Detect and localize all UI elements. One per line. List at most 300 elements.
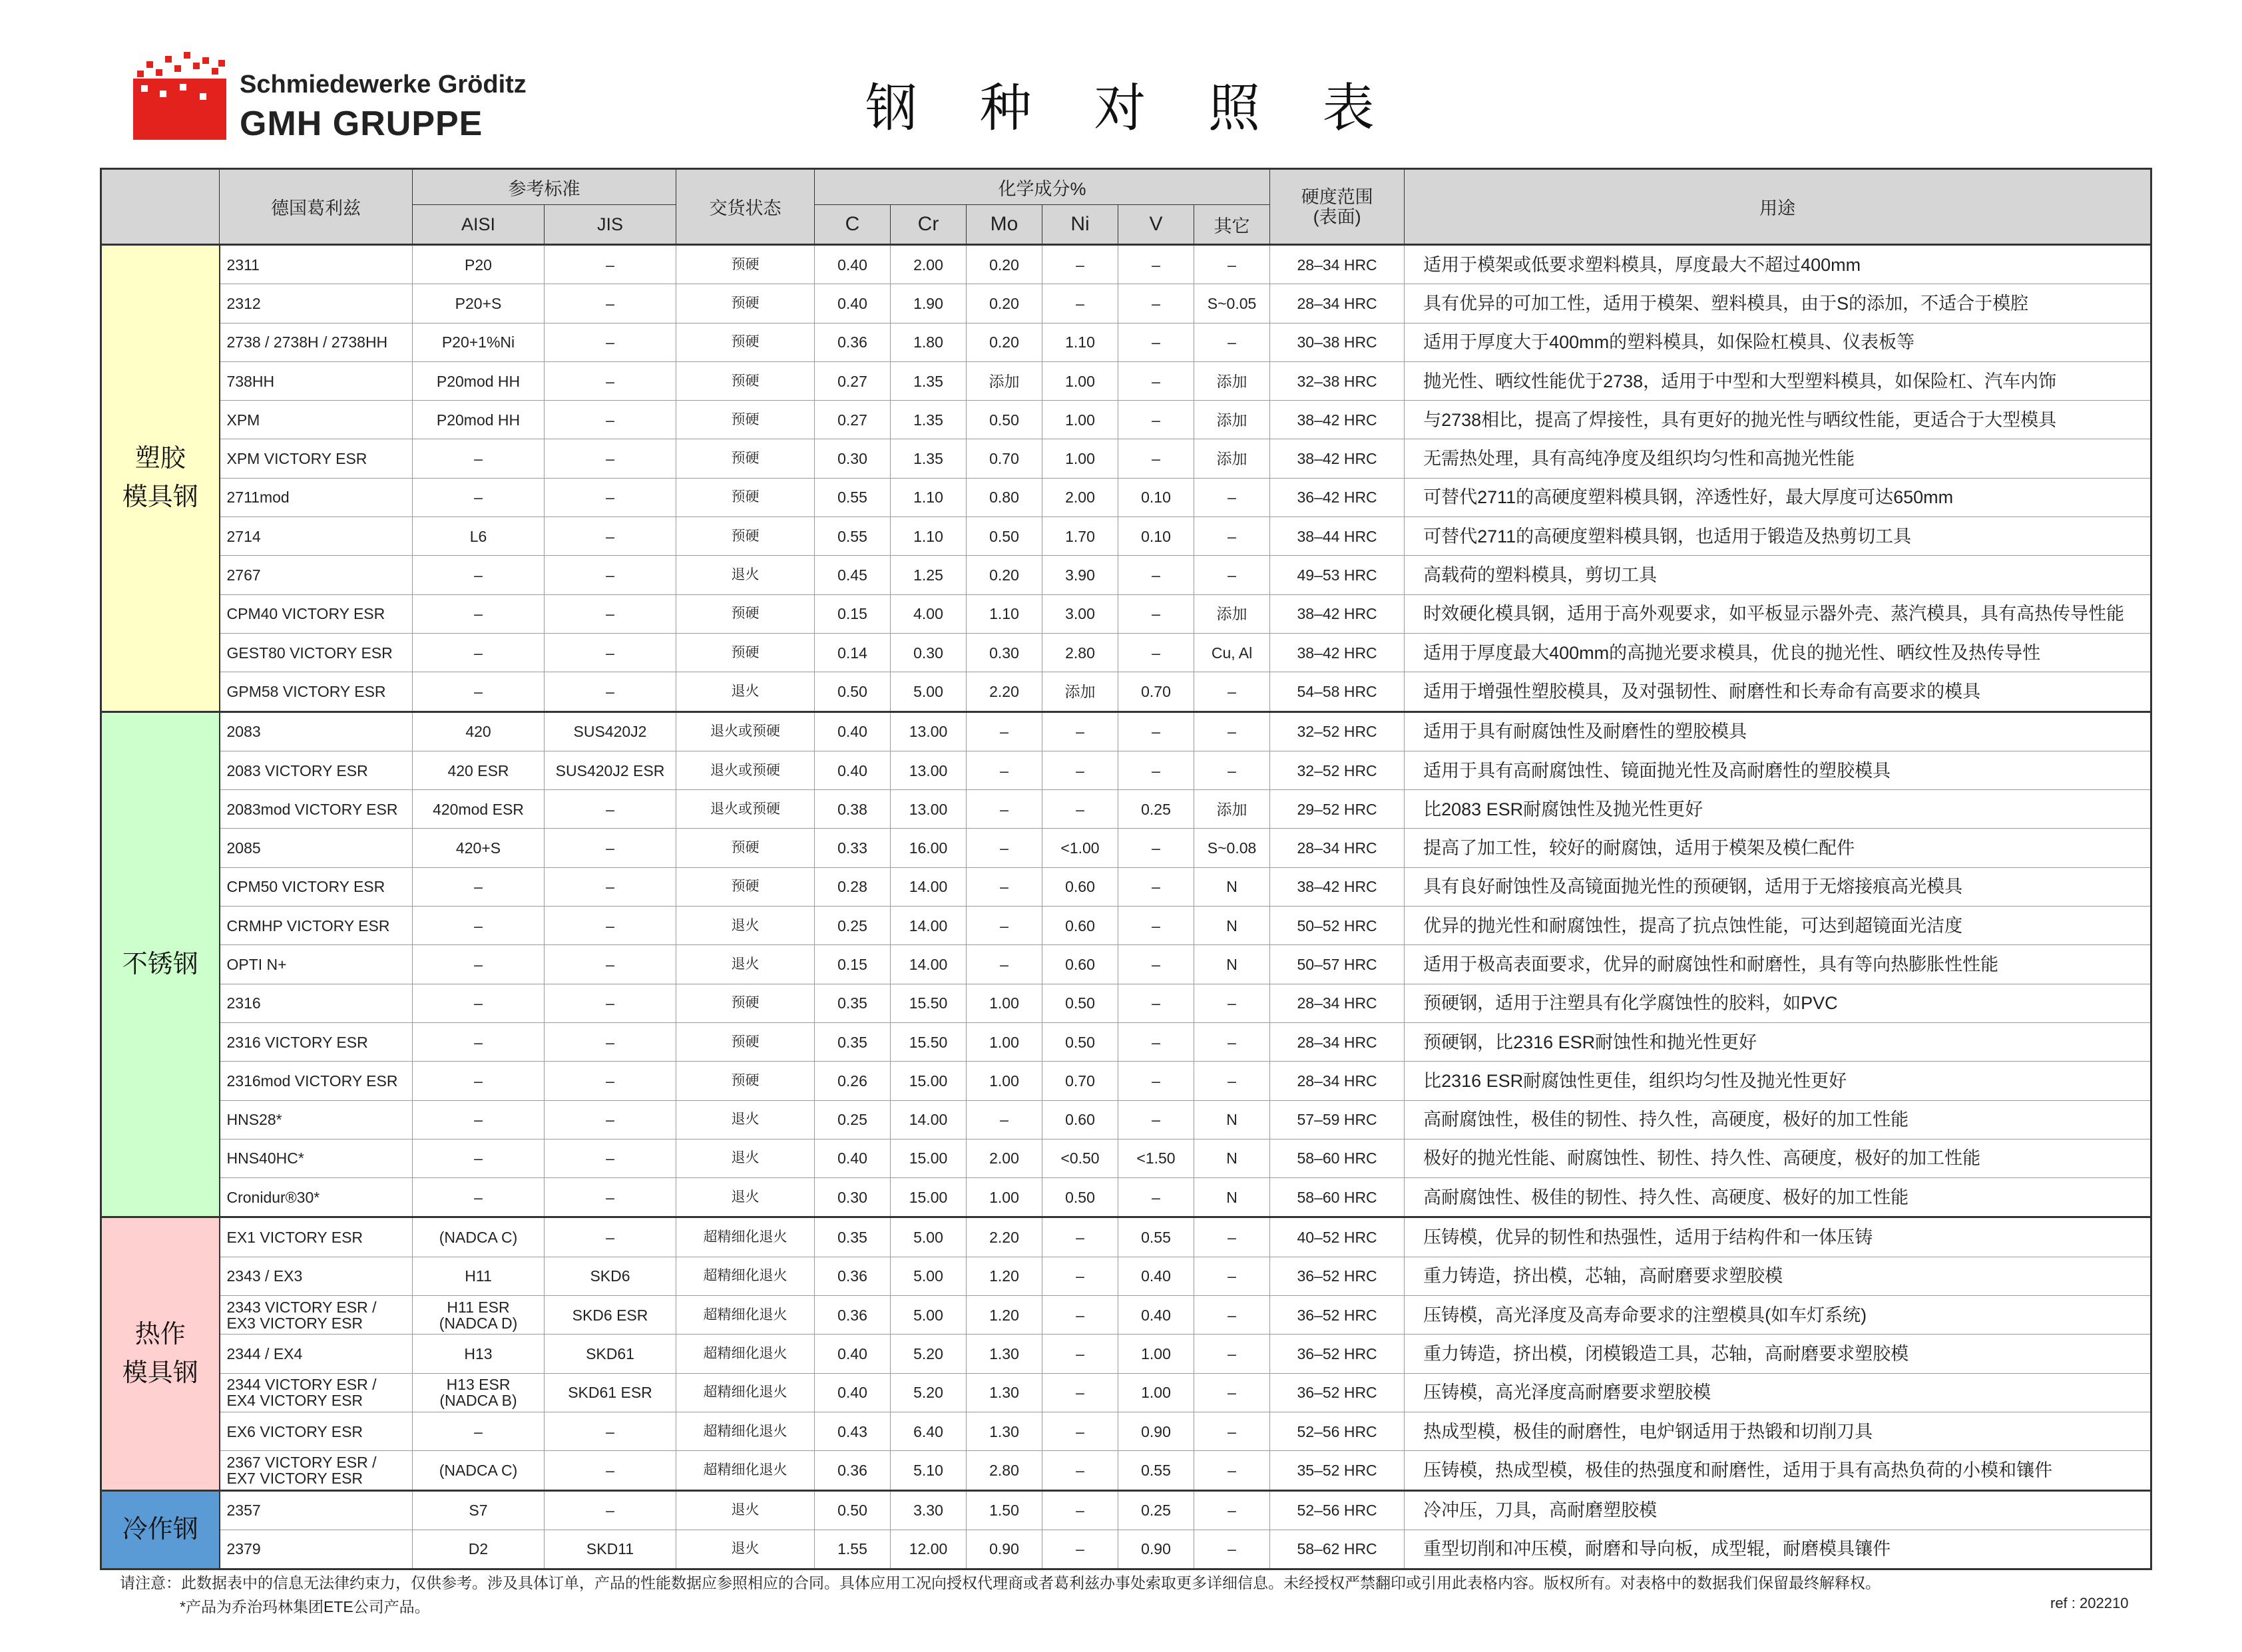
c-cell: 0.40 [815, 1373, 891, 1412]
delivery-cell: 超精细化退火 [676, 1335, 815, 1373]
header-mo: Mo [967, 205, 1042, 245]
hardness-cell: 38–42 HRC [1270, 401, 1405, 439]
cr-cell: 13.00 [891, 790, 967, 829]
hardness-cell: 54–58 HRC [1270, 672, 1405, 712]
mo-cell: 0.20 [967, 284, 1042, 323]
usage-cell: 热成型模，极佳的耐磨性，电炉钢适用于热锻和切削刀具 [1405, 1412, 2151, 1450]
jis-cell: SKD61 [545, 1335, 676, 1373]
c-cell: 0.40 [815, 751, 891, 789]
v-cell: 1.00 [1118, 1335, 1194, 1373]
header-hardness: 硬度范围 (表面) [1270, 169, 1405, 245]
mo-cell: 2.20 [967, 1217, 1042, 1257]
ni-cell: 0.60 [1042, 945, 1118, 984]
v-cell: – [1118, 829, 1194, 867]
grade-cell: HNS40HC* [220, 1139, 413, 1177]
other-cell: – [1194, 1296, 1270, 1335]
category-cell: 不锈钢 [101, 712, 220, 1217]
ni-cell: – [1042, 1217, 1118, 1257]
other-cell: – [1194, 672, 1270, 712]
grade-cell: OPTI N+ [220, 945, 413, 984]
usage-cell: 压铸模，高光泽度高耐磨要求塑胶模 [1405, 1373, 2151, 1412]
c-cell: 0.27 [815, 361, 891, 400]
jis-cell: SKD61 ESR [545, 1373, 676, 1412]
hardness-cell: 38–42 HRC [1270, 867, 1405, 906]
grade-cell: EX1 VICTORY ESR [220, 1217, 413, 1257]
v-cell: 0.70 [1118, 672, 1194, 712]
v-cell: 0.10 [1118, 478, 1194, 516]
c-cell: 0.15 [815, 594, 891, 633]
ni-cell: – [1042, 284, 1118, 323]
table-row [101, 751, 2151, 789]
jis-cell: – [545, 556, 676, 594]
c-cell: 0.33 [815, 829, 891, 867]
grade-cell: XPM VICTORY ESR [220, 439, 413, 478]
v-cell: 0.90 [1118, 1530, 1194, 1569]
v-cell: 1.00 [1118, 1373, 1194, 1412]
grade-cell: 2738 / 2738H / 2738HH [220, 323, 413, 361]
other-cell: – [1194, 1490, 1270, 1530]
header-ref-std: 参考标准 [413, 169, 676, 205]
ni-cell: – [1042, 751, 1118, 789]
header-chem: 化学成分% [815, 169, 1270, 205]
hardness-cell: 38–42 HRC [1270, 439, 1405, 478]
other-cell: – [1194, 1451, 1270, 1490]
jis-cell: – [545, 517, 676, 556]
table-row [101, 1451, 2151, 1490]
hardness-cell: 28–34 HRC [1270, 1022, 1405, 1061]
ni-cell: <0.50 [1042, 1139, 1118, 1177]
header-cr: Cr [891, 205, 967, 245]
usage-cell: 极好的抛光性能、耐腐蚀性、韧性、持久性、高硬度，极好的加工性能 [1405, 1139, 2151, 1177]
v-cell: 0.40 [1118, 1296, 1194, 1335]
table-row [101, 401, 2151, 439]
ni-cell: 3.90 [1042, 556, 1118, 594]
hardness-cell: 32–52 HRC [1270, 751, 1405, 789]
hardness-cell: 36–52 HRC [1270, 1373, 1405, 1412]
mo-cell: 2.00 [967, 1139, 1042, 1177]
grade-cell: CPM50 VICTORY ESR [220, 867, 413, 906]
jis-cell: – [545, 439, 676, 478]
v-cell: – [1118, 245, 1194, 284]
delivery-cell: 退火 [676, 1100, 815, 1139]
aisi-cell: P20+1%Ni [413, 323, 545, 361]
jis-cell: – [545, 1451, 676, 1490]
jis-cell: SKD11 [545, 1530, 676, 1569]
ni-cell: 0.60 [1042, 867, 1118, 906]
category-cell: 热作 模具钢 [101, 1217, 220, 1490]
cr-cell: 5.20 [891, 1373, 967, 1412]
other-cell: – [1194, 1335, 1270, 1373]
v-cell: – [1118, 712, 1194, 751]
jis-cell: – [545, 478, 676, 516]
company-logo [133, 52, 559, 145]
c-cell: 0.26 [815, 1062, 891, 1100]
usage-cell: 具有良好耐蚀性及高镜面抛光性的预硬钢，适用于无熔接痕高光模具 [1405, 867, 2151, 906]
delivery-cell: 退火 [676, 672, 815, 712]
grade-cell: Cronidur®30* [220, 1178, 413, 1217]
mo-cell: 0.70 [967, 439, 1042, 478]
table-body [101, 245, 2151, 1569]
usage-cell: 适用于厚度最大400mm的高抛光要求模具，优良的抛光性、晒纹性及热传导性 [1405, 633, 2151, 672]
other-cell: – [1194, 245, 1270, 284]
grade-cell: GPM58 VICTORY ESR [220, 672, 413, 712]
v-cell: – [1118, 439, 1194, 478]
grade-cell: CPM40 VICTORY ESR [220, 594, 413, 633]
usage-cell: 比2316 ESR耐腐蚀性更佳，组织均匀性及抛光性更好 [1405, 1062, 2151, 1100]
cr-cell: 15.50 [891, 984, 967, 1022]
mo-cell: 2.20 [967, 672, 1042, 712]
other-cell: Cu, Al [1194, 633, 1270, 672]
cr-cell: 13.00 [891, 712, 967, 751]
cr-cell: 16.00 [891, 829, 967, 867]
ni-cell: – [1042, 1490, 1118, 1530]
v-cell: – [1118, 556, 1194, 594]
mo-cell: – [967, 945, 1042, 984]
steel-comparison-table [100, 168, 2152, 1570]
other-cell: – [1194, 323, 1270, 361]
cr-cell: 14.00 [891, 867, 967, 906]
usage-cell: 适用于模架或低要求塑料模具，厚度最大不超过400mm [1405, 245, 2151, 284]
other-cell: – [1194, 1373, 1270, 1412]
usage-cell: 重力铸造，挤出模，闭模锻造工具，芯轴，高耐磨要求塑胶模 [1405, 1335, 2151, 1373]
header-c: C [815, 205, 891, 245]
c-cell: 0.15 [815, 945, 891, 984]
c-cell: 0.43 [815, 1412, 891, 1450]
aisi-cell: P20mod HH [413, 401, 545, 439]
delivery-cell: 退火 [676, 1139, 815, 1177]
delivery-cell: 超精细化退火 [676, 1296, 815, 1335]
grade-cell: GEST80 VICTORY ESR [220, 633, 413, 672]
v-cell: <1.50 [1118, 1139, 1194, 1177]
jis-cell: – [545, 284, 676, 323]
delivery-cell: 预硬 [676, 984, 815, 1022]
mo-cell: 0.20 [967, 245, 1042, 284]
usage-cell: 与2738相比，提高了焊接性，具有更好的抛光性与晒纹性能，更适合于大型模具 [1405, 401, 2151, 439]
v-cell: 0.55 [1118, 1451, 1194, 1490]
mo-cell: 0.30 [967, 633, 1042, 672]
mo-cell: 1.10 [967, 594, 1042, 633]
ni-cell: 1.00 [1042, 361, 1118, 400]
cr-cell: 0.30 [891, 633, 967, 672]
grade-cell: 2083 VICTORY ESR [220, 751, 413, 789]
jis-cell: – [545, 1412, 676, 1450]
grade-cell: 2714 [220, 517, 413, 556]
jis-cell: SKD6 [545, 1257, 676, 1295]
cr-cell: 15.00 [891, 1139, 967, 1177]
usage-cell: 适用于具有高耐腐蚀性、镜面抛光性及高耐磨性的塑胶模具 [1405, 751, 2151, 789]
ni-cell: – [1042, 1451, 1118, 1490]
table-row [101, 1217, 2151, 1257]
grade-cell: 738HH [220, 361, 413, 400]
cr-cell: 5.00 [891, 1217, 967, 1257]
aisi-cell: H13 [413, 1335, 545, 1373]
other-cell: – [1194, 517, 1270, 556]
table-row [101, 1490, 2151, 1530]
table-row [101, 594, 2151, 633]
c-cell: 0.30 [815, 439, 891, 478]
header-jis: JIS [545, 205, 676, 245]
cr-cell: 6.40 [891, 1412, 967, 1450]
c-cell: 0.25 [815, 1100, 891, 1139]
delivery-cell: 预硬 [676, 323, 815, 361]
table-row [101, 790, 2151, 829]
hardness-cell: 28–34 HRC [1270, 1062, 1405, 1100]
jis-cell: – [545, 1490, 676, 1530]
grade-cell: 2083 [220, 712, 413, 751]
ni-cell: 1.00 [1042, 439, 1118, 478]
mo-cell: 1.00 [967, 1178, 1042, 1217]
hardness-cell: 32–52 HRC [1270, 712, 1405, 751]
table-row [101, 945, 2151, 984]
usage-cell: 重力铸造，挤出模，芯轴，高耐磨要求塑胶模 [1405, 1257, 2151, 1295]
usage-cell: 重型切削和冲压模，耐磨和导向板，成型辊，耐磨模具镶件 [1405, 1530, 2151, 1569]
aisi-cell: D2 [413, 1530, 545, 1569]
usage-cell: 可替代2711的高硬度塑料模具钢，淬透性好，最大厚度可达650mm [1405, 478, 2151, 516]
other-cell: N [1194, 1100, 1270, 1139]
other-cell: – [1194, 1062, 1270, 1100]
jis-cell: – [545, 323, 676, 361]
other-cell: 添加 [1194, 594, 1270, 633]
other-cell: N [1194, 1178, 1270, 1217]
ni-cell: 0.60 [1042, 1100, 1118, 1139]
v-cell: 0.90 [1118, 1412, 1194, 1450]
c-cell: 0.27 [815, 401, 891, 439]
brand-group: GMH GRUPPE [240, 104, 483, 143]
other-cell: N [1194, 945, 1270, 984]
grade-cell: 2711mod [220, 478, 413, 516]
hardness-cell: 52–56 HRC [1270, 1490, 1405, 1530]
aisi-cell: H11 [413, 1257, 545, 1295]
hardness-cell: 28–34 HRC [1270, 829, 1405, 867]
hardness-cell: 50–52 HRC [1270, 907, 1405, 945]
grade-cell: 2367 VICTORY ESR / EX7 VICTORY ESR [220, 1451, 413, 1490]
table-row [101, 1178, 2151, 1217]
other-cell: S~0.05 [1194, 284, 1270, 323]
table-row [101, 1022, 2151, 1061]
grade-cell: 2085 [220, 829, 413, 867]
grade-cell: 2357 [220, 1490, 413, 1530]
delivery-cell: 退火或预硬 [676, 751, 815, 789]
c-cell: 0.55 [815, 478, 891, 516]
other-cell: – [1194, 1022, 1270, 1061]
c-cell: 0.55 [815, 517, 891, 556]
delivery-cell: 预硬 [676, 829, 815, 867]
usage-cell: 压铸模，热成型模，极佳的热强度和耐磨性，适用于具有高热负荷的小模和镶件 [1405, 1451, 2151, 1490]
other-cell: – [1194, 712, 1270, 751]
table-row [101, 867, 2151, 906]
v-cell: – [1118, 361, 1194, 400]
jis-cell: – [545, 984, 676, 1022]
header-other: 其它 [1194, 205, 1270, 245]
jis-cell: – [545, 1139, 676, 1177]
jis-cell: – [545, 867, 676, 906]
ni-cell: – [1042, 1373, 1118, 1412]
ni-cell: – [1042, 790, 1118, 829]
delivery-cell: 超精细化退火 [676, 1412, 815, 1450]
table-row [101, 323, 2151, 361]
grade-cell: 2083mod VICTORY ESR [220, 790, 413, 829]
mo-cell: 0.50 [967, 401, 1042, 439]
other-cell: – [1194, 1217, 1270, 1257]
hardness-cell: 38–42 HRC [1270, 633, 1405, 672]
jis-cell: – [545, 945, 676, 984]
cr-cell: 4.00 [891, 594, 967, 633]
aisi-cell: – [413, 478, 545, 516]
hardness-cell: 32–38 HRC [1270, 361, 1405, 400]
mo-cell: 0.80 [967, 478, 1042, 516]
v-cell: – [1118, 1062, 1194, 1100]
hardness-cell: 29–52 HRC [1270, 790, 1405, 829]
other-cell: S~0.08 [1194, 829, 1270, 867]
aisi-cell: H11 ESR (NADCA D) [413, 1296, 545, 1335]
table-row [101, 245, 2151, 284]
hardness-cell: 35–52 HRC [1270, 1451, 1405, 1490]
cr-cell: 14.00 [891, 907, 967, 945]
jis-cell: – [545, 790, 676, 829]
ni-cell: – [1042, 1412, 1118, 1450]
hardness-cell: 58–62 HRC [1270, 1530, 1405, 1569]
c-cell: 0.36 [815, 1296, 891, 1335]
grade-cell: 2312 [220, 284, 413, 323]
aisi-cell: (NADCA C) [413, 1451, 545, 1490]
grade-cell: HNS28* [220, 1100, 413, 1139]
table-row [101, 1530, 2151, 1569]
grade-cell: 2344 / EX4 [220, 1335, 413, 1373]
ni-cell: 1.10 [1042, 323, 1118, 361]
delivery-cell: 预硬 [676, 1062, 815, 1100]
other-cell: 添加 [1194, 790, 1270, 829]
usage-cell: 适用于具有耐腐蚀性及耐磨性的塑胶模具 [1405, 712, 2151, 751]
c-cell: 0.36 [815, 1451, 891, 1490]
cr-cell: 15.00 [891, 1178, 967, 1217]
table-row [101, 829, 2151, 867]
grade-cell: 2311 [220, 245, 413, 284]
v-cell: – [1118, 1022, 1194, 1061]
cr-cell: 14.00 [891, 945, 967, 984]
cr-cell: 1.10 [891, 478, 967, 516]
jis-cell: – [545, 1217, 676, 1257]
v-cell: – [1118, 401, 1194, 439]
other-cell: 添加 [1194, 439, 1270, 478]
delivery-cell: 预硬 [676, 517, 815, 556]
c-cell: 0.50 [815, 672, 891, 712]
c-cell: 0.35 [815, 984, 891, 1022]
cr-cell: 14.00 [891, 1100, 967, 1139]
mo-cell: 0.20 [967, 556, 1042, 594]
jis-cell: – [545, 1178, 676, 1217]
cr-cell: 1.80 [891, 323, 967, 361]
c-cell: 0.28 [815, 867, 891, 906]
aisi-cell: – [413, 945, 545, 984]
mo-cell: 添加 [967, 361, 1042, 400]
ni-cell: 0.60 [1042, 907, 1118, 945]
ni-cell: 2.80 [1042, 633, 1118, 672]
aisi-cell: 420mod ESR [413, 790, 545, 829]
delivery-cell: 退火 [676, 1178, 815, 1217]
usage-cell: 具有优异的可加工性，适用于模架、塑料模具，由于S的添加，不适合于模腔 [1405, 284, 2151, 323]
aisi-cell: – [413, 1178, 545, 1217]
mo-cell: 1.50 [967, 1490, 1042, 1530]
jis-cell: SUS420J2 [545, 712, 676, 751]
table-row [101, 712, 2151, 751]
ni-cell: 0.50 [1042, 1022, 1118, 1061]
other-cell: – [1194, 1530, 1270, 1569]
other-cell: – [1194, 1412, 1270, 1450]
other-cell: – [1194, 556, 1270, 594]
delivery-cell: 超精细化退火 [676, 1373, 815, 1412]
jis-cell: SKD6 ESR [545, 1296, 676, 1335]
aisi-cell: 420+S [413, 829, 545, 867]
table-row [101, 907, 2151, 945]
grade-cell: EX6 VICTORY ESR [220, 1412, 413, 1450]
ni-cell: 添加 [1042, 672, 1118, 712]
ni-cell: <1.00 [1042, 829, 1118, 867]
other-cell: N [1194, 867, 1270, 906]
usage-cell: 预硬钢，适用于注塑具有化学腐蚀性的胶料，如PVC [1405, 984, 2151, 1022]
v-cell: – [1118, 633, 1194, 672]
aisi-cell: 420 [413, 712, 545, 751]
ni-cell: 0.70 [1042, 1062, 1118, 1100]
mo-cell: 0.20 [967, 323, 1042, 361]
hardness-cell: 40–52 HRC [1270, 1217, 1405, 1257]
aisi-cell: S7 [413, 1490, 545, 1530]
mo-cell: – [967, 907, 1042, 945]
grade-cell: XPM [220, 401, 413, 439]
cr-cell: 1.35 [891, 361, 967, 400]
cr-cell: 13.00 [891, 751, 967, 789]
delivery-cell: 预硬 [676, 594, 815, 633]
other-cell: – [1194, 751, 1270, 789]
hardness-cell: 36–52 HRC [1270, 1335, 1405, 1373]
jis-cell: – [545, 401, 676, 439]
delivery-cell: 退火或预硬 [676, 712, 815, 751]
table-row [101, 517, 2151, 556]
header-grade: 德国葛利兹 [220, 169, 413, 245]
delivery-cell: 预硬 [676, 867, 815, 906]
table-row [101, 1100, 2151, 1139]
grade-cell: 2767 [220, 556, 413, 594]
jis-cell: SUS420J2 ESR [545, 751, 676, 789]
cr-cell: 15.50 [891, 1022, 967, 1061]
c-cell: 1.55 [815, 1530, 891, 1569]
mo-cell: – [967, 867, 1042, 906]
grade-cell: 2316 [220, 984, 413, 1022]
usage-cell: 预硬钢，比2316 ESR耐蚀性和抛光性更好 [1405, 1022, 2151, 1061]
c-cell: 0.14 [815, 633, 891, 672]
ni-cell: – [1042, 712, 1118, 751]
v-cell: 0.10 [1118, 517, 1194, 556]
category-cell: 塑胶 模具钢 [101, 245, 220, 712]
mo-cell: – [967, 1100, 1042, 1139]
delivery-cell: 退火 [676, 907, 815, 945]
v-cell: – [1118, 907, 1194, 945]
usage-cell: 比2083 ESR耐腐蚀性及抛光性更好 [1405, 790, 2151, 829]
mo-cell: – [967, 829, 1042, 867]
logo-mark-icon [133, 52, 226, 140]
usage-cell: 优异的抛光性和耐腐蚀性，提高了抗点蚀性能，可达到超镜面光洁度 [1405, 907, 2151, 945]
hardness-cell: 36–52 HRC [1270, 1257, 1405, 1295]
delivery-cell: 退火 [676, 1490, 815, 1530]
header-ni: Ni [1042, 205, 1118, 245]
table-row [101, 984, 2151, 1022]
asterisk-note: *产品为乔治玛林集团ETE公司产品。 [180, 1598, 430, 1615]
v-cell: 0.40 [1118, 1257, 1194, 1295]
grade-cell: CRMHP VICTORY ESR [220, 907, 413, 945]
c-cell: 0.38 [815, 790, 891, 829]
hardness-cell: 58–60 HRC [1270, 1178, 1405, 1217]
mo-cell: 1.20 [967, 1296, 1042, 1335]
c-cell: 0.40 [815, 284, 891, 323]
